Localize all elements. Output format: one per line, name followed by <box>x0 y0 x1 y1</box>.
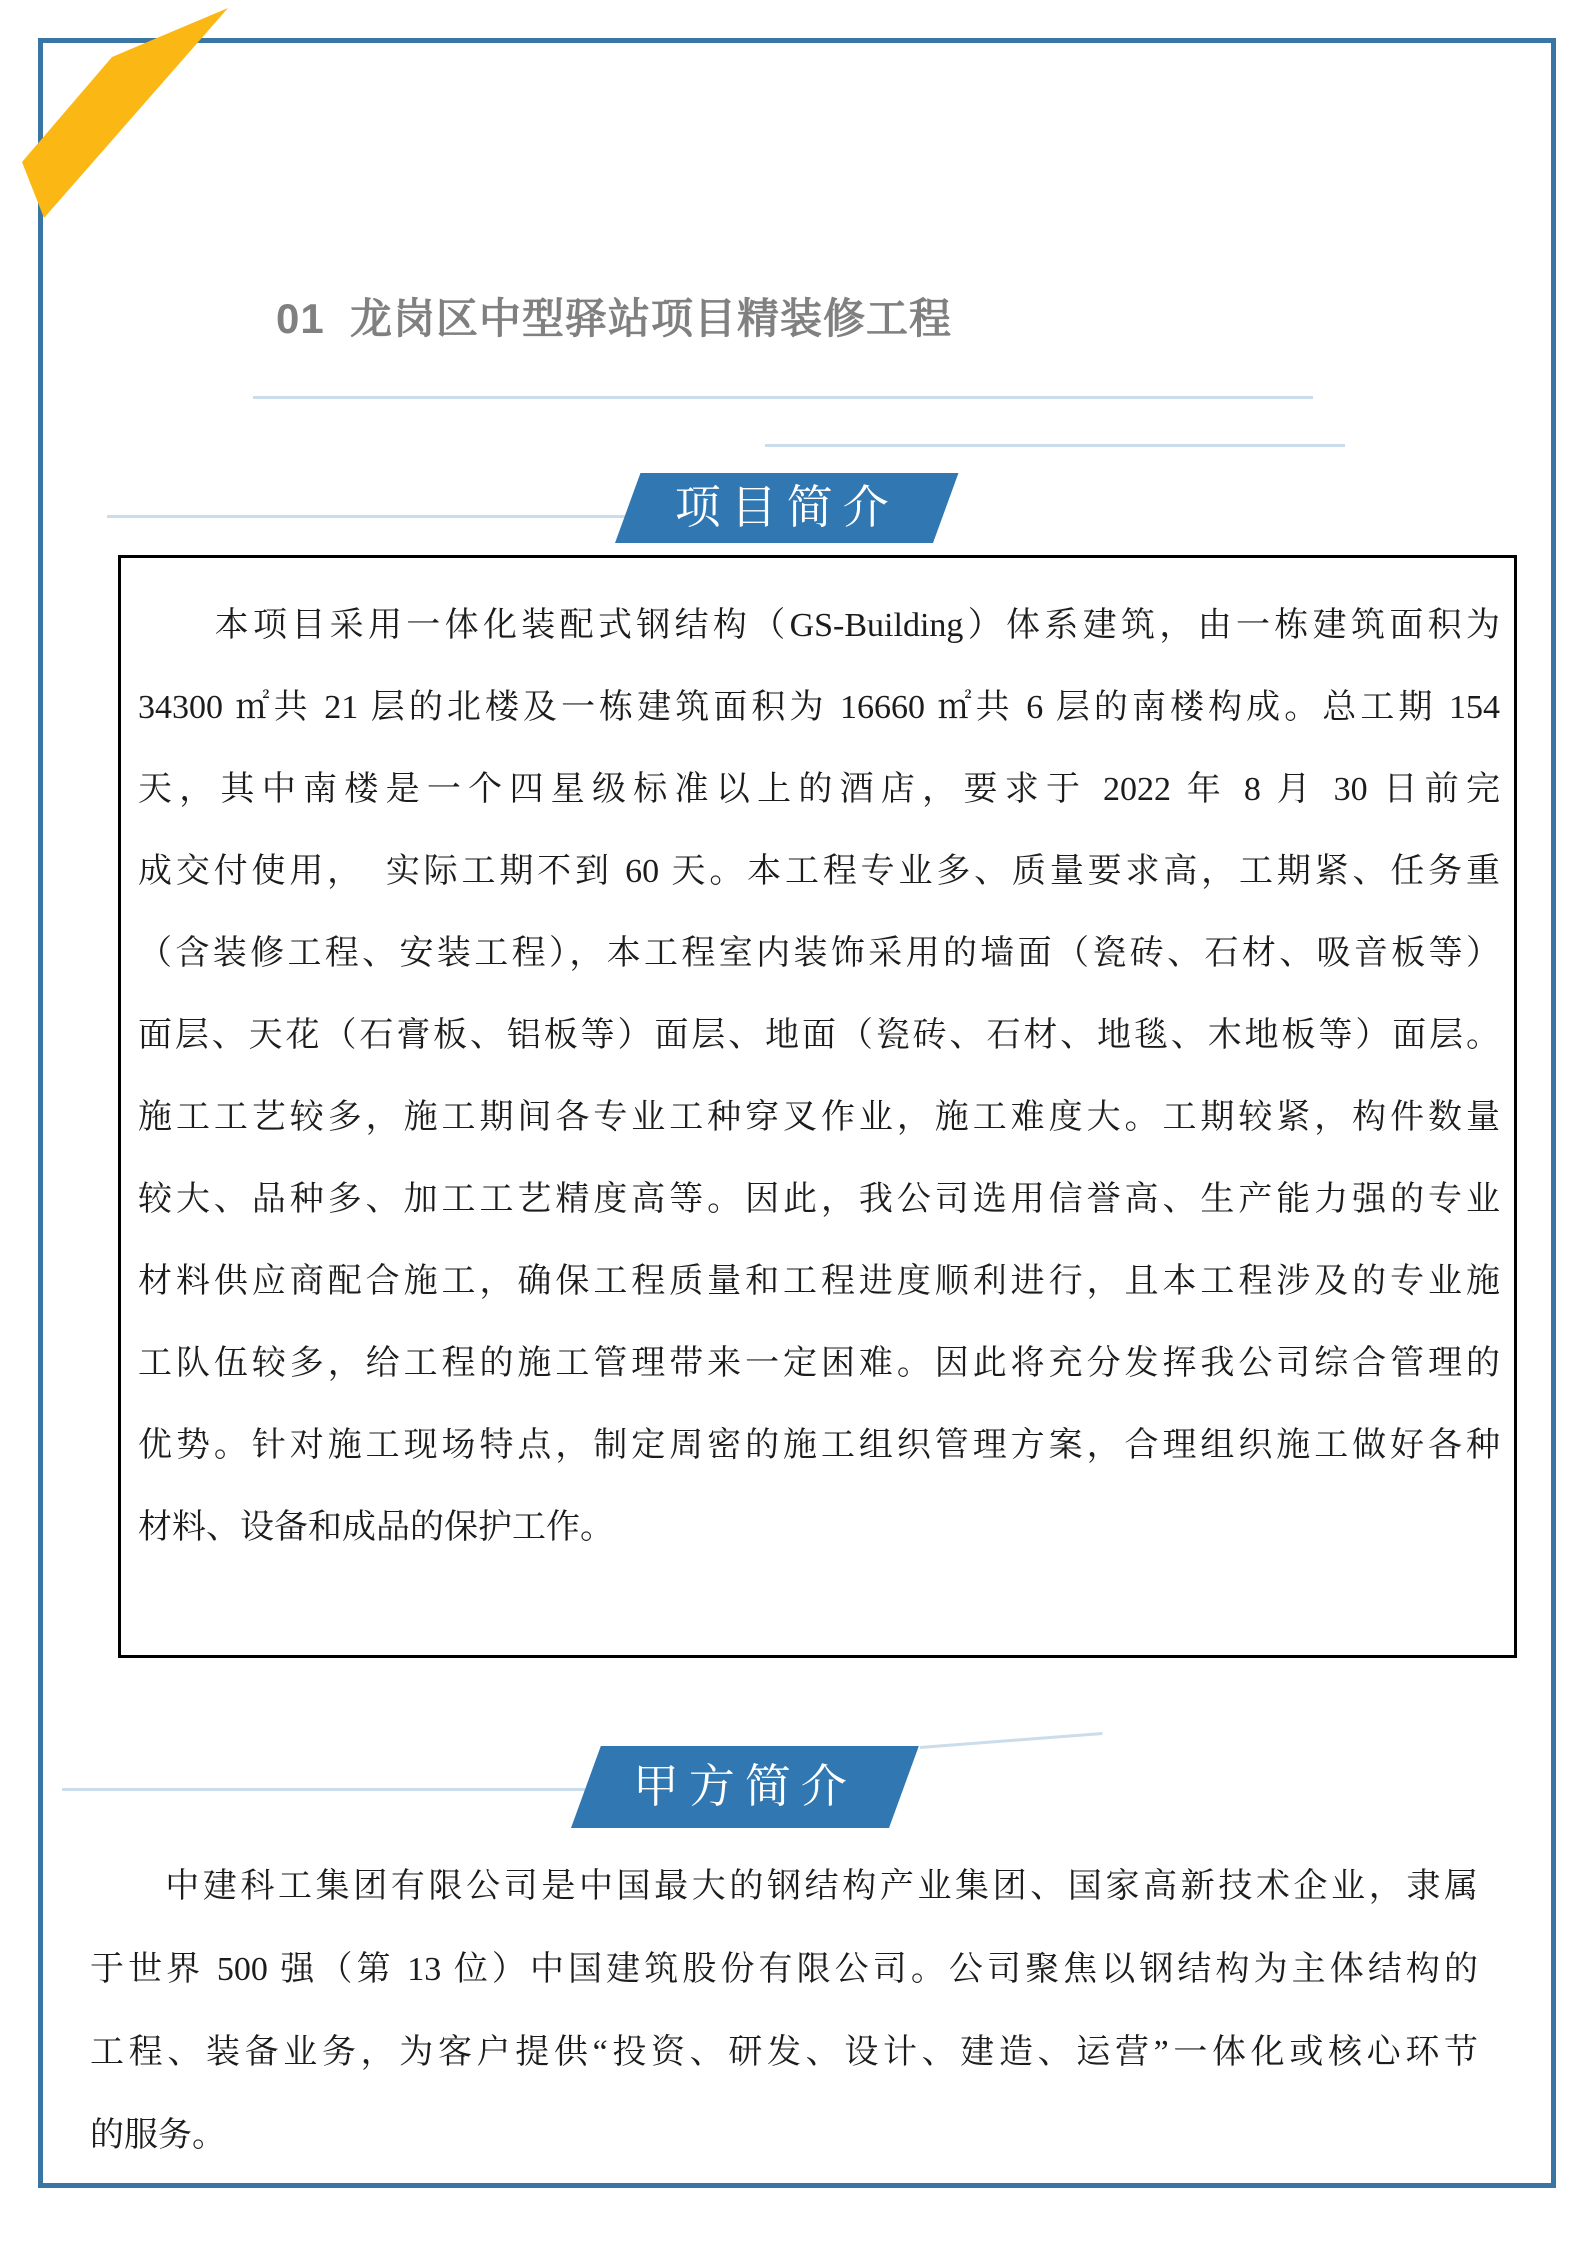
project-intro-paragraph <box>138 585 1500 1569</box>
paragraph-line: 工队伍较多，给工程的施工管理带来一定困难。因此将充分发挥我公司综合管理的 <box>138 1345 1500 1382</box>
client-intro-paragraph <box>90 1845 1478 2177</box>
paragraph-line: 本项目采用一体化装配式钢结构（GS-Building）体系建筑，由一栋建筑面积为 <box>138 607 1500 644</box>
client-intro-banner-label: 甲方简介 <box>632 1761 857 1812</box>
paragraph-line: 工程、装备业务，为客户提供“投资、研发、设计、建造、运营”一体化或核心环节 <box>90 2034 1478 2071</box>
title-underline-bottom <box>765 444 1345 447</box>
paragraph-line: 成交付使用， 实际工期不到 60 天。本工程专业多、质量要求高，工期紧、任务重 <box>138 853 1500 890</box>
project-intro-banner <box>615 473 958 543</box>
title-underline-top <box>253 396 1313 399</box>
client-banner-left-line <box>62 1788 585 1791</box>
paragraph-line: 中建科工集团有限公司是中国最大的钢结构产业集团、国家高新技术企业，隶属 <box>90 1868 1478 1905</box>
paragraph-line: 较大、品种多、加工工艺精度高等。因此，我公司选用信誉高、生产能力强的专业 <box>138 1181 1500 1218</box>
paragraph-line: （含装修工程、安装工程），本工程室内装饰采用的墙面（瓷砖、石材、吸音板等） <box>138 935 1500 972</box>
paragraph-line: 优势。针对施工现场特点，制定周密的施工组织管理方案，合理组织施工做好各种 <box>138 1427 1500 1464</box>
paragraph-line: 34300 ㎡共 21 层的北楼及一栋建筑面积为 16660 ㎡共 6 层的南楼构成。总工期 154 <box>138 689 1500 726</box>
project-intro-banner-label: 项目简介 <box>674 482 899 533</box>
paragraph-line: 于世界 500 强（第 13 位）中国建筑股份有限公司。公司聚焦以钢结构为主体结构的 <box>90 1951 1478 1988</box>
paragraph-line: 施工工艺较多，施工期间各专业工种穿叉作业，施工难度大。工期较紧，构件数量 <box>138 1099 1500 1136</box>
paragraph-line: 材料、设备和成品的保护工作。 <box>138 1509 614 1546</box>
client-intro-banner <box>571 1746 919 1828</box>
paragraph-line: 的服务。 <box>90 2117 226 2154</box>
project-banner-left-line <box>107 515 625 518</box>
corner-swoosh-icon <box>0 0 260 240</box>
paragraph-line: 材料供应商配合施工，确保工程质量和工程进度顺利进行，且本工程涉及的专业施 <box>138 1263 1500 1300</box>
paragraph-line: 天，其中南楼是一个四星级标准以上的酒店，要求于 2022 年 8 月 30 日前完 <box>138 771 1500 808</box>
page-title: 01 龙岗区中型驿站项目精装修工程 <box>276 295 953 342</box>
paragraph-line: 面层、天花（石膏板、铝板等）面层、地面（瓷砖、石材、地毯、木地板等）面层。 <box>138 1017 1500 1054</box>
